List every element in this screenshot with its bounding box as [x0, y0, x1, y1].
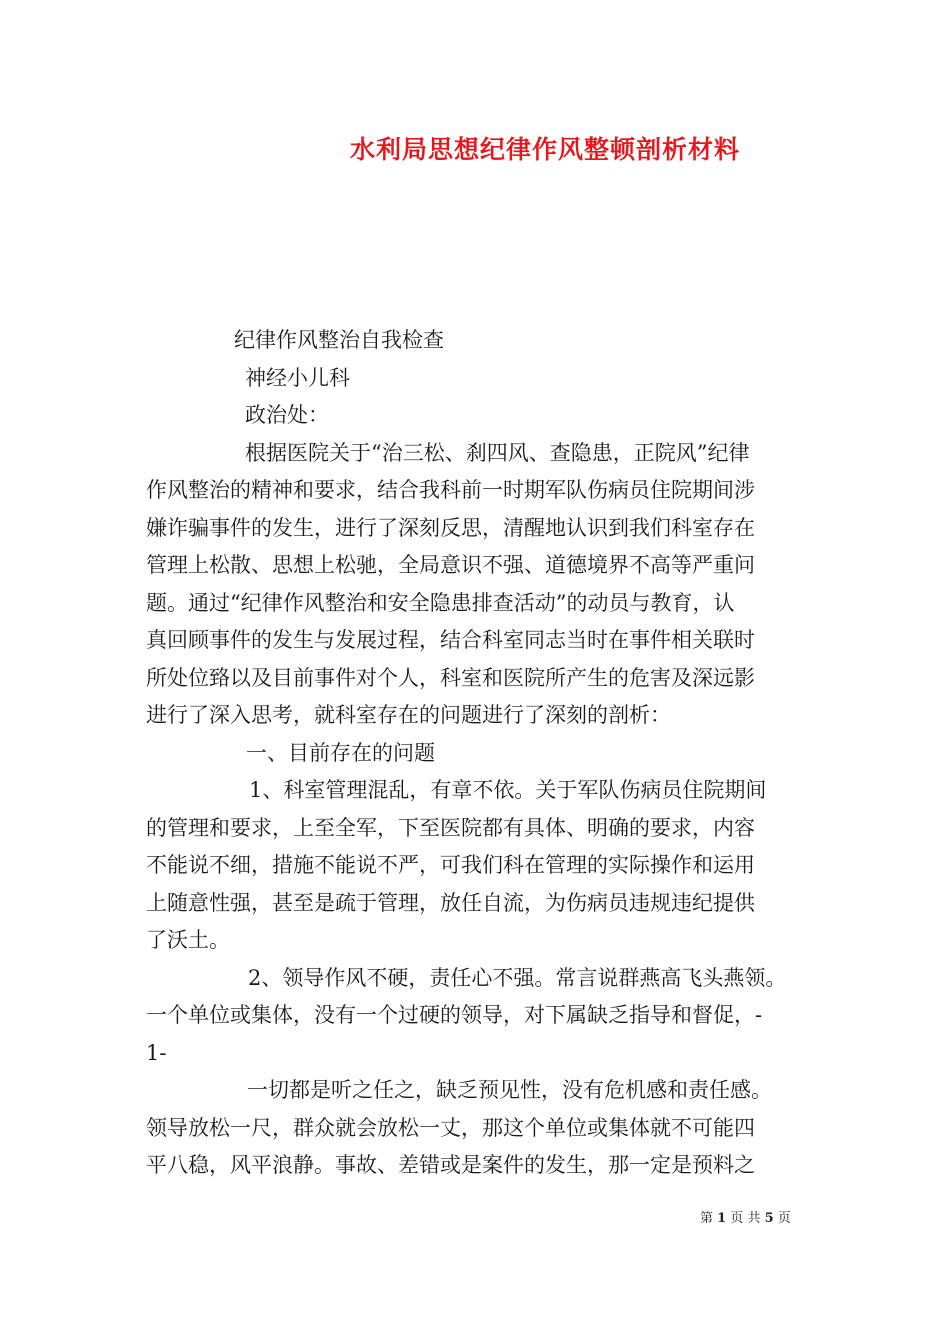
- total-page-number: 5: [764, 1211, 774, 1226]
- page-footer: [700, 1207, 791, 1226]
- page-marker: 1-: [146, 1040, 167, 1065]
- paragraph-line: 题。通过“纪律作风整治和安全隐患排查活动”的动员与教育，认: [146, 590, 735, 615]
- paragraph-line: 平八稳，风平浪静。事故、差错或是案件的发生，那一定是预料之: [146, 1153, 755, 1177]
- current-page-number: 1: [717, 1211, 727, 1226]
- paragraph-line: 了沃土。: [146, 928, 230, 952]
- paragraph-line: 一切都是听之任之，缺乏预见性，没有危机感和责任感。: [247, 1078, 772, 1102]
- paragraph-line: 领导放松一尺，群众就会放松一丈，那这个单位或集体就不可能四: [146, 1115, 755, 1140]
- paragraph-line: 上随意性强，甚至是疏于管理，放任自流，为伤病员违规违纪提供: [146, 890, 755, 915]
- footer-prefix: 第: [700, 1211, 714, 1226]
- footer-suffix: 页: [777, 1211, 791, 1226]
- paragraph-line: 2、领导作风不硬，责任心不强。常言说群燕高飞头燕领。: [248, 965, 787, 990]
- paragraph-line: 的管理和要求，上至全军，下至医院都有具体、明确的要求，内容: [146, 815, 755, 840]
- paragraph-line: 真回顾事件的发生与发展过程，结合科室同志当时在事件相关联时: [146, 628, 755, 652]
- paragraph-line: 嫌诈骗事件的发生，进行了深刻反思，清醒地认识到我们科室存在: [146, 515, 755, 540]
- section-heading: 一、目前存在的问题: [246, 740, 435, 765]
- footer-middle: 页 共: [730, 1211, 761, 1226]
- paragraph-line: 一个单位或集体，没有一个过硬的领导，对下属缺乏指导和督促，-: [146, 1003, 763, 1027]
- document-body: [146, 322, 826, 1185]
- paragraph-line: 1、科室管理混乱，有章不依。关于军队伤病员住院期间: [249, 778, 767, 802]
- department-line: 神经小儿科: [245, 365, 350, 390]
- paragraph-line: 根据医院关于“治三松、刹四风、查隐患，正院风”纪律: [245, 440, 750, 465]
- paragraph-line: 进行了深入思考，就科室存在的问题进行了深刻的剖析：: [146, 703, 671, 727]
- paragraph-line: 管理上松散、思想上松驰，全局意识不强、道德境界不高等严重问: [146, 553, 755, 577]
- paragraph-line: 所处位臵以及目前事件对个人，科室和医院所产生的危害及深远影: [146, 665, 755, 690]
- paragraph-line: 作风整治的精神和要求，结合我科前一时期军队伤病员住院期间涉: [146, 478, 755, 502]
- document-title: 水利局思想纪律作风整顿剖析材料: [349, 135, 740, 164]
- section-heading: 纪律作风整治自我检查: [234, 328, 444, 352]
- addressee-line: 政治处：: [245, 403, 329, 427]
- paragraph-line: 不能说不细，措施不能说不严，可我们科在管理的实际操作和运用: [146, 853, 755, 877]
